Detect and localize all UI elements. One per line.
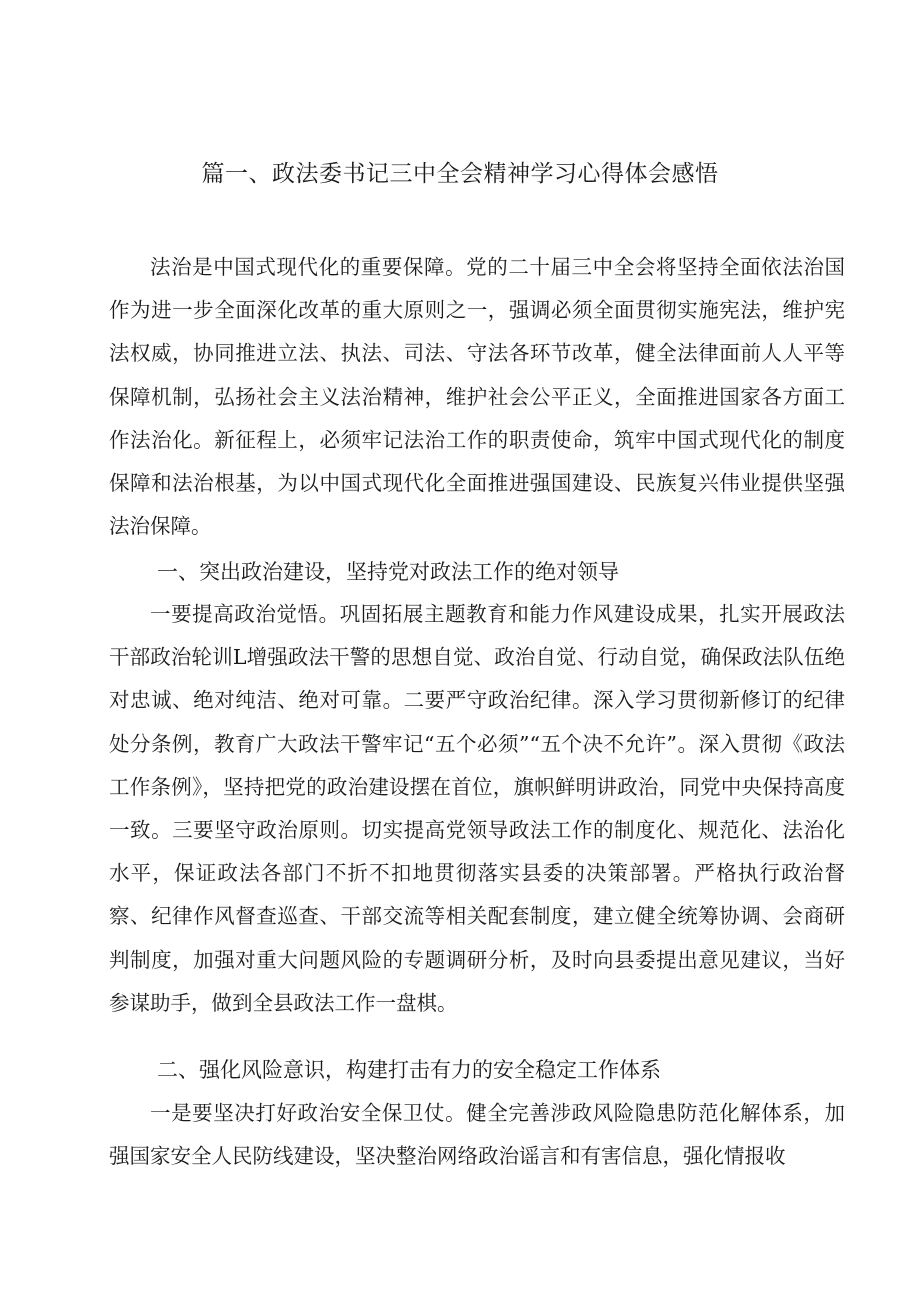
document-title: 篇一、政法委书记三中全会精神学习心得体会感悟 — [201, 161, 719, 187]
section-paragraph-2: 一是要坚决打好政治安全保卫仗。健全完善涉政风险隐患防范化解体系，加强国家安全人民防线建设，坚决整治网络政治谣言和有害信息，强化情报收 — [109, 1101, 845, 1169]
section-paragraph-1: 一要提高政治觉悟。巩固拓展主题教育和能力作风建设成果，扎实开展政法干部政治轮训L增强政法干警的思想自觉、政治自觉、行动自觉，确保政法队伍绝对忠诚、绝对纯洁、绝对可靠。二要严守政治纪律。深入学习贯彻新修订的纪律处分条例，教育广大政法干警牢记“五个必须”“五个决不允许”。深入贯彻《政法工作条例》，坚持把党的政治建设摆在首位，旗帜鲜明讲政治，同党中央保持高度一致。三要坚守政治原则。切实提高党领导政法工作的制度化、规范化、法治化水平，保证政法各部门不折不扣地贯彻落实县委的决策部署。严格执行政治督察、纪律作风督查巡查、干部交流等相关配套制度，建立健全统筹协调、会商研判制度，加强对重大问题风险的专题调研分析，及时向县委提出意见建议，当好参谋助手，做到全县政法工作一盘棋。 — [109, 602, 845, 1015]
section-heading-2: 二、强化风险意识，构建打击有力的安全稳定工作体系 — [157, 1058, 661, 1082]
intro-paragraph: 法治是中国式现代化的重要保障。党的二十届三中全会将坚持全面依法治国作为进一步全面深化改革的重大原则之一，强调必须全面贯彻实施宪法，维护宪法权威，协同推进立法、执法、司法、守法各环节改革，健全法律面前人人平等保障机制，弘扬社会主义法治精神，维护社会公平正义，全面推进国家各方面工作法治化。新征程上，必须牢记法治工作的职责使命，筑牢中国式现代化的制度保障和法治根基，为以中国式现代化全面推进强国建设、民族复兴伟业提供坚强法治保障。 — [109, 255, 845, 539]
section-heading-1: 一、突出政治建设，坚持党对政法工作的绝对领导 — [157, 560, 619, 584]
